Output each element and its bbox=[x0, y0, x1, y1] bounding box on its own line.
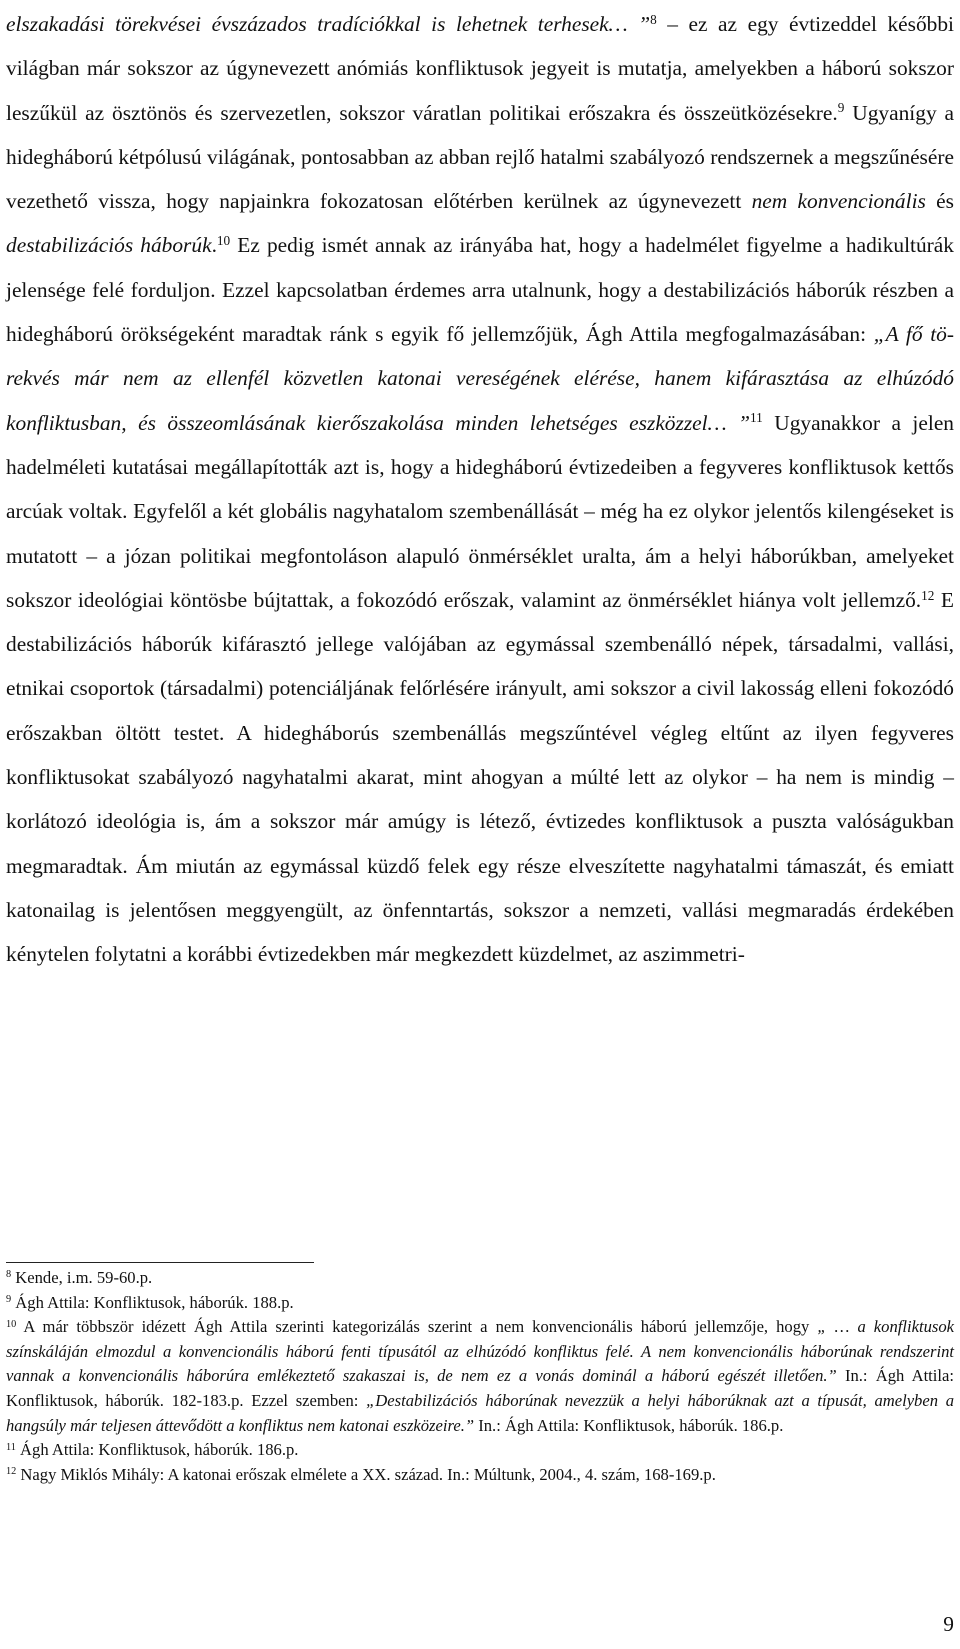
italic-run: elszakadási törekvései évszázados tradíciókkal is lehetnek terhesek… ” bbox=[6, 12, 651, 36]
footnote-ref: 12 bbox=[6, 1466, 17, 1478]
text-run: Ugyanakkor a jelen hadelméleti kutatásai megállapították azt is, hogy a hidegháború évtizedeiben a fegyveres konfliktusok kettős arcúak voltak. Egyfelől a két globális nagyhatalom szembenállását – még ha ez olykor jelentős kilengéseket is mutatott – a józan politikai megfontoláson alapuló önmérséklet uralta, ám a helyi háborúkban, amelyeket sokszor ideológiai köntösbe bújtattak, a fokozódó erőszak, valamint az önmérséklet hiánya volt jellemző. bbox=[6, 410, 955, 612]
text-run: In.: Ágh Attila: Konfliktusok, háborúk. 182-183.p. Ezzel szemben: bbox=[6, 1366, 954, 1410]
footnote-ref: 8 bbox=[650, 11, 657, 27]
text-run: In.: Ágh Attila: Konfliktusok, háborúk. 186.p. bbox=[474, 1415, 784, 1435]
footnote bbox=[6, 1315, 954, 1438]
italic-run: „A fő törekvés már nem az ellenfél közvetlen katonai vereségének elérése, hanem kifárasztása az elhúzódó konfliktusban, és összeomlásának kierőszakolása minden lehetséges eszközzel… ” bbox=[6, 322, 954, 435]
footnote-ref: 10 bbox=[216, 233, 231, 249]
document-page bbox=[6, 0, 955, 1484]
footnote bbox=[6, 1438, 954, 1463]
page-number: 9 bbox=[943, 1612, 954, 1636]
footnote-ref: 10 bbox=[6, 1318, 17, 1330]
footnote-ref: 8 bbox=[6, 1269, 12, 1281]
text-run: Ágh Attila: Konfliktusok, háborúk. 186.p. bbox=[15, 1440, 299, 1460]
footnote bbox=[6, 1266, 954, 1291]
text-run: Ugyanígy a hidegháború kétpólusú világának, pontosabban az abban rejlő hatalmi szabályozó rendszernek a megszűnésére vezethető vissza, hogy napjainkra fokozatosan előtérben kerülnek az úgynevezett bbox=[6, 100, 954, 214]
footnote bbox=[6, 1463, 954, 1488]
footnote-separator bbox=[6, 1262, 314, 1263]
text-run: Kende, i.m. 59-60.p. bbox=[11, 1268, 153, 1287]
text-run: E destabilizációs háborúk kifárasztó jellege valójában az egymással szembenálló népek, társadalmi, vallási, etnikai csoportok (társadalmi) potenciáljának felőrlésére irányult, ami sokszor a civil lakosság elleni fokozódó erőszakban öltött testet. A hidegháborús szembenállás megszűntével végleg eltűnt az ilyen fegyveres konfliktusokat szabályozó nagyhatalmi akarat, mint ahogyan a múlté lett az olykor – ha nem is mindig – korlátozó ideológia is, ám a sokszor már amúgy is létező, évtizedes konfliktusok a puszta valóságukban megmaradtak. Ám miután az egymással küzdő felek egy része elveszítette nagyhatalmi támaszát, és emiatt katonailag is jelentősen meggyengült, az önfenntartás, sokszor a nemzeti, vallási megmaradás érdekében kénytelen folytatni a korábbi évtizedekben már megkezdett küzdelmet, az aszimmetri- bbox=[6, 587, 954, 967]
footnote bbox=[6, 1291, 954, 1316]
text-run: és bbox=[925, 189, 954, 214]
text-run: A már többször idézett Ágh Attila szerinti kategorizálás szerint a nem konvencionális háború jellemzője, hogy bbox=[16, 1317, 818, 1337]
footnotes-section bbox=[6, 1266, 954, 1487]
footnote-ref: 11 bbox=[750, 410, 763, 426]
italic-run: nem konvencionális bbox=[751, 189, 926, 214]
footnote-ref: 9 bbox=[837, 100, 845, 116]
italic-run: „ … a konfliktusok színskáláján elmozdul a konvencionális háború fenti típusától az elhúzódó konfliktus felé. A nem konvencionális háborúnak rendszerint vannak a konvencionális háborúra emlékeztető szakaszai is, de nem ez a vonás dominál a háború egészét illetően.” bbox=[6, 1317, 954, 1386]
footnote-ref: 12 bbox=[921, 587, 935, 603]
text-run: Ez pedig ismét annak az irányába hat, hogy a hadelmélet figyelme a hadikultúrák jelensége felé forduljon. Ezzel kapcsolatban érdemes arra utalnunk, hogy a destabilizációs háborúk részben a hidegháború örökségeként maradtak ránk s egyik fő jellemzőjük, Ágh Attila megfogalmazásában: bbox=[6, 233, 954, 347]
italic-run: destabilizációs háborúk bbox=[6, 233, 212, 258]
text-run: . bbox=[211, 233, 217, 258]
footnote-ref: 11 bbox=[6, 1441, 16, 1453]
italic-run: „Destabilizációs háborúnak nevezzük a helyi háborúknak azt a típusát, amelyben a hangsúly már teljesen áttevődött a konfliktus nem katonai eszközeire.” bbox=[6, 1390, 954, 1435]
main-body-text bbox=[6, 0, 954, 977]
footnote-ref: 9 bbox=[6, 1293, 12, 1305]
text-run: Ágh Attila: Konfliktusok, háborúk. 188.p. bbox=[11, 1292, 294, 1312]
text-run: Nagy Miklós Mihály: A katonai erőszak elmélete a XX. század. In.: Múltunk, 2004., 4. szám, 168-169.p. bbox=[16, 1464, 716, 1484]
text-run: – ez az egy évtizeddel későbbi világban már sokszor az úgynevezett anómiás konfliktusok jegyeit is mutatja, amelyekben a háború sokszor leszűkül az ösztönös és szervezetlen, sokszor váratlan politikai erőszakra és összeütközésekre. bbox=[6, 12, 955, 125]
